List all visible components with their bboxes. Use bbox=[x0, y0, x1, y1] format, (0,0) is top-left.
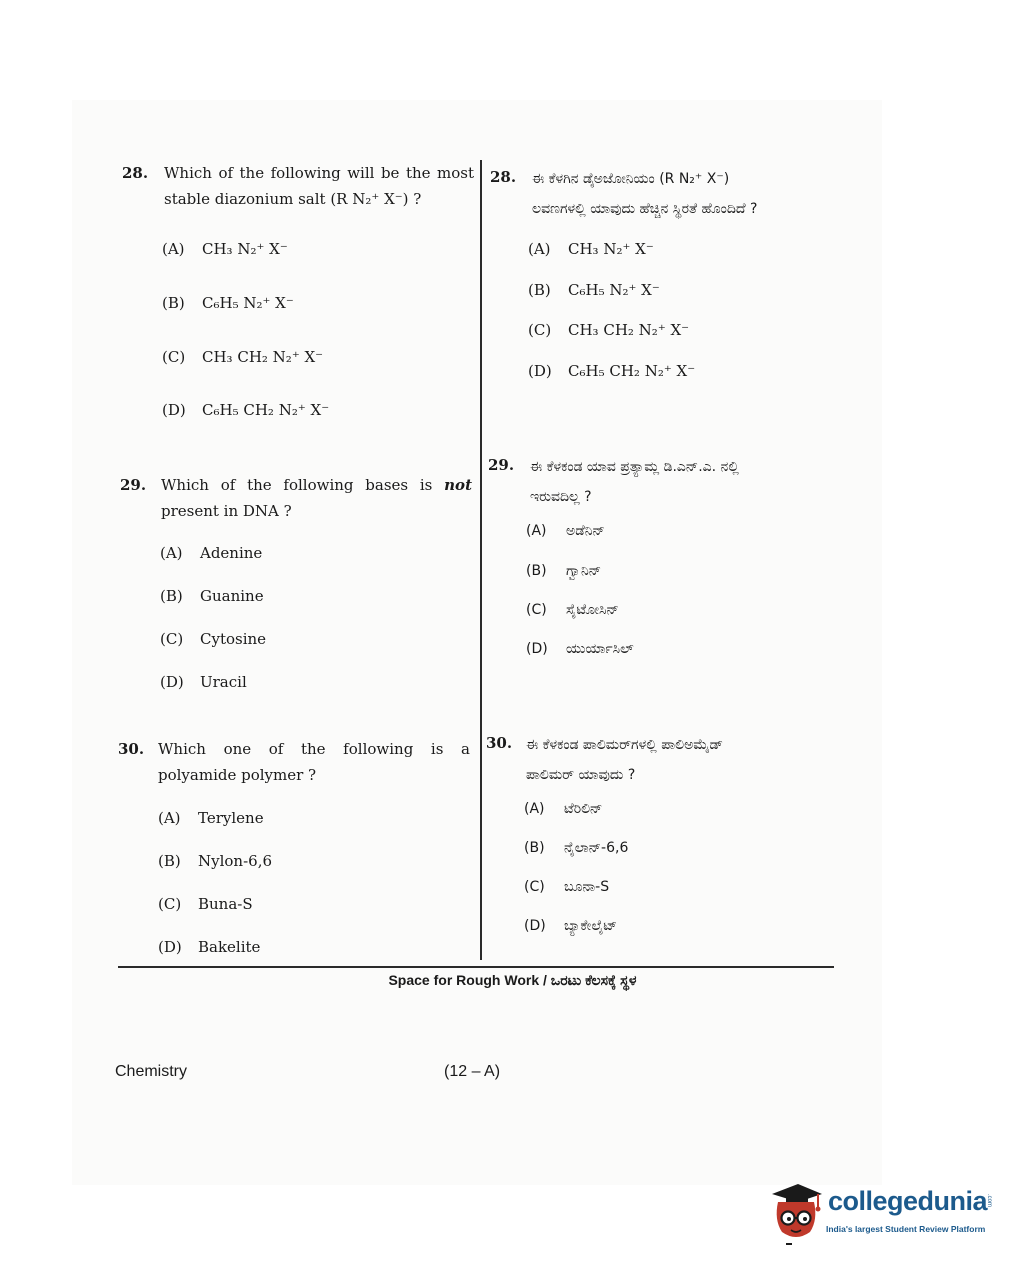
option-text: Buna-S bbox=[198, 895, 253, 913]
option-label: (C) bbox=[162, 348, 186, 366]
question-number: 29. bbox=[120, 476, 147, 494]
column-divider bbox=[480, 160, 482, 960]
logo-wordmark: collegedunia bbox=[828, 1186, 988, 1216]
option-text: ಗ್ವಾನಿನ್ bbox=[566, 563, 602, 579]
footer-page-number: (12 – A) bbox=[444, 1063, 501, 1080]
option-label: (D) bbox=[528, 362, 552, 380]
q30-en-option-b bbox=[158, 852, 272, 870]
q29-kn-option-b bbox=[526, 563, 601, 579]
option-label: (D) bbox=[162, 401, 186, 419]
option-text: Guanine bbox=[200, 587, 264, 605]
q30-en-option-d bbox=[158, 938, 260, 956]
question-number: 28. bbox=[122, 164, 149, 182]
rough-work-label: Space for Rough Work / ಒರಟು ಕೆಲಸಕ್ಕೆ ಸ್ಥಳ bbox=[388, 972, 637, 988]
option-text: ಬೂನಾ-S bbox=[564, 879, 610, 895]
option-text: Terylene bbox=[198, 809, 264, 827]
option-text: ಸೈಟೋಸಿನ್ bbox=[566, 602, 619, 618]
option-label: (B) bbox=[160, 587, 183, 605]
q30-kn-option-b bbox=[524, 840, 628, 856]
option-text: C₆H₅ N₂⁺ X⁻ bbox=[202, 294, 294, 312]
option-text: ಯುರ್ಯಾಸಿಲ್ bbox=[566, 641, 634, 657]
option-label: (A) bbox=[526, 523, 547, 539]
option-text: Cytosine bbox=[200, 630, 267, 648]
question-text bbox=[530, 452, 840, 512]
q30-kn-option-d bbox=[524, 918, 617, 934]
option-label: (D) bbox=[526, 641, 548, 657]
q29-en-option-c bbox=[160, 630, 266, 648]
logo-com-suffix: .com bbox=[986, 1194, 992, 1208]
q29-en-option-b bbox=[160, 587, 264, 605]
question-text-part: Which of the following bases is bbox=[161, 476, 445, 494]
option-label: (A) bbox=[524, 801, 545, 817]
q28-kn-option-c bbox=[528, 321, 689, 339]
option-label: (C) bbox=[524, 879, 545, 895]
q30-kn-option-a bbox=[524, 801, 602, 817]
option-label: (C) bbox=[158, 895, 182, 913]
option-text: CH₃ CH₂ N₂⁺ X⁻ bbox=[202, 348, 324, 366]
question-text bbox=[161, 472, 472, 524]
question-text bbox=[532, 164, 837, 224]
question-number: 29. bbox=[488, 456, 515, 474]
option-label: (D) bbox=[160, 673, 184, 691]
q28-en-option-c bbox=[162, 348, 323, 366]
option-text: Adenine bbox=[200, 544, 263, 562]
option-text: ನೈಲಾನ್-6,6 bbox=[564, 840, 629, 856]
option-label: (D) bbox=[524, 918, 546, 934]
option-label: (C) bbox=[528, 321, 552, 339]
q30-kn-option-c bbox=[524, 879, 609, 895]
footer-subject: Chemistry bbox=[115, 1063, 188, 1080]
q29-en-option-d bbox=[160, 673, 247, 691]
option-text: C₆H₅ N₂⁺ X⁻ bbox=[568, 281, 660, 299]
option-label: (B) bbox=[162, 294, 185, 312]
option-text: ಟೆರಿಲಿನ್ bbox=[564, 801, 603, 817]
option-label: (C) bbox=[526, 602, 547, 618]
question-text-line: ಈ ಕೆಳಕಂಡ ಪಾಲಿಮರ್‌ಗಳಲ್ಲಿ ಪಾಲಿಅಮೈಡ್ bbox=[526, 737, 723, 753]
option-label: (A) bbox=[162, 240, 185, 258]
option-text: C₆H₅ CH₂ N₂⁺ X⁻ bbox=[568, 362, 696, 380]
option-label: (B) bbox=[158, 852, 181, 870]
question-text-line: ಈ ಕೆಳಕಂಡ ಯಾವ ಪ್ರತ್ಯಾಮ್ಲ ಡಿ.ಎನ್.ಎ. ನಲ್ಲಿ bbox=[530, 459, 739, 475]
collegedunia-logo[interactable] bbox=[768, 1180, 1008, 1250]
question-text-line: ಲವಣಗಳಲ್ಲಿ ಯಾವುದು ಹೆಚ್ಚಿನ ಸ್ಥಿರತೆ ಹೊಂದಿದೆ ? bbox=[532, 201, 758, 217]
option-text: Nylon-6,6 bbox=[198, 852, 273, 870]
question-text-line: ಈ ಕೆಳಗಿನ ಡೈಅಜೋನಿಯಂ (R N₂⁺ X⁻) bbox=[532, 171, 730, 187]
q28-en-option-a bbox=[162, 240, 288, 258]
question-text bbox=[526, 730, 838, 790]
q28-en-option-b bbox=[162, 294, 294, 312]
q28-kn-option-d bbox=[528, 362, 695, 380]
question-text-line: ಪಾಲಿಮರ್ ಯಾವುದು ? bbox=[526, 767, 636, 783]
question-number: 30. bbox=[486, 734, 513, 752]
option-text: C₆H₅ CH₂ N₂⁺ X⁻ bbox=[202, 401, 330, 419]
option-label: (C) bbox=[160, 630, 184, 648]
question-number: 30. bbox=[118, 740, 145, 758]
option-text: ಅಡೆನಿನ್ bbox=[566, 523, 605, 539]
option-label: (A) bbox=[160, 544, 183, 562]
q29-en-option-a bbox=[160, 544, 262, 562]
q28-en-option-d bbox=[162, 401, 329, 419]
q28-kn-option-b bbox=[528, 281, 660, 299]
q28-kn-option-a bbox=[528, 240, 654, 258]
question-text: Which one of the following is a polyamide polymer ? bbox=[158, 740, 470, 784]
q29-kn-option-a bbox=[526, 523, 605, 539]
option-text: CH₃ CH₂ N₂⁺ X⁻ bbox=[568, 321, 690, 339]
q30-en-option-c bbox=[158, 895, 253, 913]
option-label: (B) bbox=[524, 840, 545, 856]
option-text: Bakelite bbox=[198, 938, 261, 956]
option-text: CH₃ N₂⁺ X⁻ bbox=[202, 240, 288, 258]
question-text-line: ಇರುವದಿಲ್ಲ ? bbox=[530, 489, 592, 505]
mascot-icon bbox=[768, 1180, 824, 1246]
option-text: Uracil bbox=[200, 673, 247, 691]
option-text: ಬ್ಯಾಕೇಲೈಟ್ bbox=[564, 918, 618, 934]
option-label: (B) bbox=[528, 281, 551, 299]
q30-en-option-a bbox=[158, 809, 264, 827]
question-text-emphasis: not bbox=[444, 476, 472, 494]
q29-kn-option-c bbox=[526, 602, 619, 618]
question-number: 28. bbox=[490, 168, 517, 186]
option-label: (A) bbox=[158, 809, 181, 827]
option-text: CH₃ N₂⁺ X⁻ bbox=[568, 240, 654, 258]
option-label: (A) bbox=[528, 240, 551, 258]
rough-work-divider bbox=[118, 966, 834, 968]
question-text: Which of the following will be the most stable diazonium salt (R N₂⁺ X⁻) ? bbox=[164, 164, 474, 208]
q29-kn-option-d bbox=[526, 641, 634, 657]
logo-tagline: India's largest Student Review Platform bbox=[826, 1224, 986, 1234]
option-label: (D) bbox=[158, 938, 182, 956]
option-label: (B) bbox=[526, 563, 547, 579]
question-text-part: present in DNA ? bbox=[161, 502, 292, 520]
